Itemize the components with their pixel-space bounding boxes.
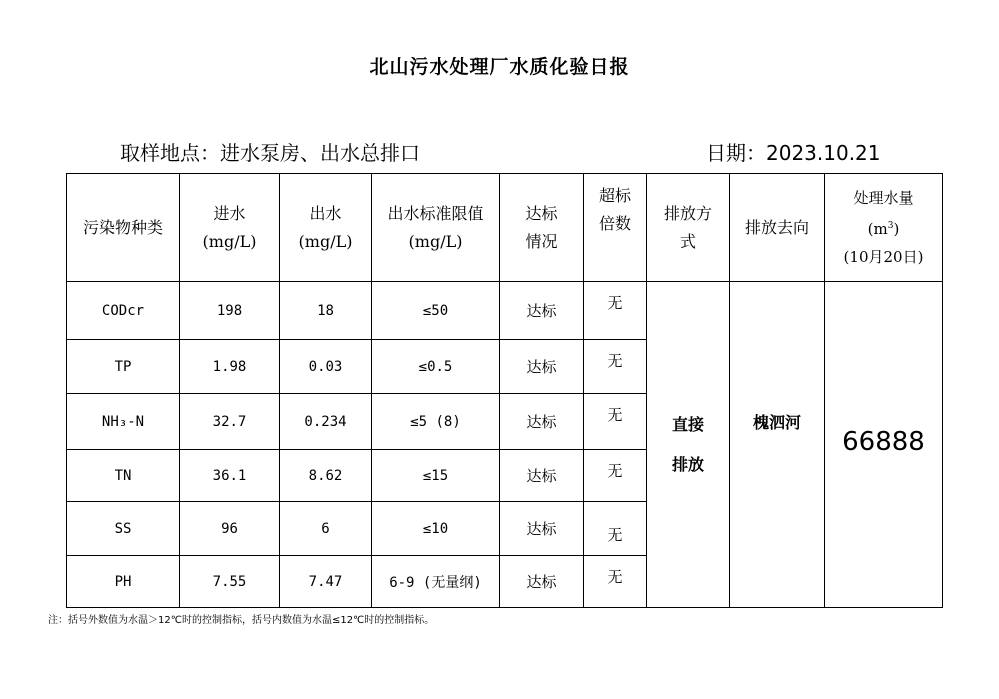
- header-exceed: 超标 倍数: [584, 174, 647, 282]
- cell-compliance: 达标: [500, 450, 584, 502]
- table-row: [67, 282, 943, 340]
- cell-outflow: 0.234: [280, 394, 372, 450]
- cell-exceed: 无: [584, 502, 647, 556]
- cell-limit: ≤5 (8): [372, 394, 500, 450]
- cell-outflow: 7.47: [280, 556, 372, 608]
- cell-outflow: 6: [280, 502, 372, 556]
- footnote: 注：括号外数值为水温＞12℃时的控制指标，括号内数值为水温≤12℃时的控制指标。: [48, 615, 435, 626]
- cell-pollutant: NH₃-N: [67, 394, 180, 450]
- report-date: 日期：2023.10.21: [706, 141, 881, 165]
- cell-limit: 6-9 (无量纲): [372, 556, 500, 608]
- cell-outflow: 0.03: [280, 340, 372, 394]
- cell-compliance: 达标: [500, 394, 584, 450]
- cell-pollutant: CODcr: [67, 282, 180, 340]
- cell-exceed: 无: [584, 282, 647, 340]
- cell-pollutant: PH: [67, 556, 180, 608]
- cell-inflow: 36.1: [180, 450, 280, 502]
- cell-outflow: 18: [280, 282, 372, 340]
- cell-inflow: 1.98: [180, 340, 280, 394]
- header-compliance: 达标 情况: [500, 174, 584, 282]
- cell-limit: ≤15: [372, 450, 500, 502]
- cell-pollutant: TP: [67, 340, 180, 394]
- cell-inflow: 7.55: [180, 556, 280, 608]
- cell-exceed: 无: [584, 394, 647, 450]
- cell-compliance: 达标: [500, 340, 584, 394]
- cell-exceed: 无: [584, 450, 647, 502]
- cell-compliance: 达标: [500, 282, 584, 340]
- cell-pollutant: TN: [67, 450, 180, 502]
- cell-compliance: 达标: [500, 502, 584, 556]
- header-pollutant: 污染物种类: [67, 174, 180, 282]
- header-discharge-method: 排放方 式: [647, 174, 730, 282]
- water-quality-table: [66, 173, 943, 608]
- cell-discharge-destination: 槐泗河: [730, 282, 825, 608]
- cell-limit: ≤0.5: [372, 340, 500, 394]
- header-outflow: 出水 (mg/L): [280, 174, 372, 282]
- cell-inflow: 198: [180, 282, 280, 340]
- cell-treated-volume: 66888: [825, 282, 943, 608]
- cell-inflow: 32.7: [180, 394, 280, 450]
- header-discharge-destination: 排放去向: [730, 174, 825, 282]
- sampling-location: 取样地点：进水泵房、出水总排口: [120, 141, 420, 165]
- cell-exceed: 无: [584, 556, 647, 608]
- table-header-row: [67, 174, 943, 282]
- cell-compliance: 达标: [500, 556, 584, 608]
- cell-exceed: 无: [584, 340, 647, 394]
- report-title: 北山污水处理厂水质化验日报: [369, 56, 630, 78]
- cell-inflow: 96: [180, 502, 280, 556]
- cell-limit: ≤10: [372, 502, 500, 556]
- cell-outflow: 8.62: [280, 450, 372, 502]
- cell-limit: ≤50: [372, 282, 500, 340]
- header-limit: 出水标准限值 (mg/L): [372, 174, 500, 282]
- cell-pollutant: SS: [67, 502, 180, 556]
- header-inflow: 进水 (mg/L): [180, 174, 280, 282]
- header-treated-volume: 处理水量 $(m^3)$ (10月20日): [825, 174, 943, 282]
- cell-discharge-method: 直接 排放: [647, 282, 730, 608]
